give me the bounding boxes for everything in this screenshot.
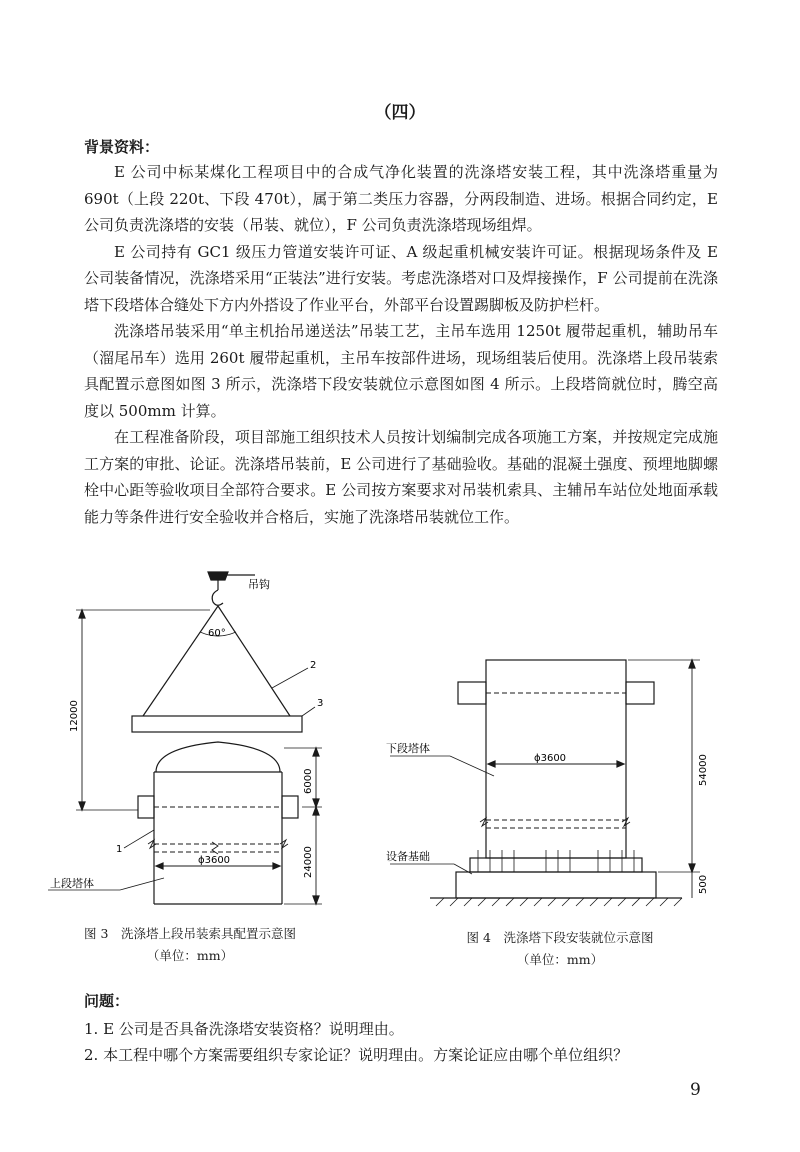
dim-12000: 12000	[69, 700, 80, 732]
paragraph-1: E 公司中标某煤化工程项目中的合成气净化装置的洗涤塔安装工程，其中洗涤塔重量为 690t（上段 220t、下段 470t），属于第二类压力容器，分两段制造、进场。根据合同约定，E 公司负责洗涤塔的安装（吊装、就位），F 公司负责洗涤塔现场组焊。	[84, 163, 718, 234]
background-text	[84, 159, 718, 530]
vessel-dome	[156, 742, 280, 772]
paragraph-4: 在工程准备阶段，项目部施工组织技术人员按计划编制完成各项施工方案，并按规定完成施工方案的审批、论证。洗涤塔吊装前，E 公司进行了基础验收。基础的混凝土强度、预埋地脚螺栓中心距等验收项目全部符合要求。E 公司按方案要求对吊装机索具、主辅吊车站位处地面承载能力等条件进行安全验收并合格后，实施了洗涤塔吊装就位工作。	[84, 428, 718, 526]
diameter-label: ϕ3600	[198, 855, 231, 866]
paragraph-2: E 公司持有 GC1 级压力管道安装许可证、A 级起重机械安装许可证。根据现场条件及 E 公司装备情况，洗涤塔采用“正装法”进行安装。考虑洗涤塔对口及焊接操作，F 公司提前在洗涤塔下段塔体合缝处下方内外搭设了作业平台，外部平台设置踢脚板及防护栏杆。	[84, 242, 718, 314]
paragraph-3: 洗涤塔吊装采用“单主机抬吊递送法”吊装工艺，主吊车选用 1250t 履带起重机，辅助吊车（溜尾吊车）选用 260t 履带起重机，主吊车按部件进场，现场组装后使用。洗涤塔上段吊装索具配置示意图如图 3 所示，洗涤塔下段安装就位示意图如图 4 所示。上段塔筒就位时，腾空高度以 500mm 计算。	[84, 322, 718, 420]
hook-block	[208, 572, 228, 580]
callout-1: 1	[116, 844, 123, 855]
trunnion-left	[458, 682, 486, 704]
equipment-foundation	[456, 872, 656, 898]
question-1: 1. E 公司是否具备洗涤塔安装资格？说明理由。	[84, 1020, 404, 1038]
background-label: 背景资料：	[84, 138, 160, 156]
base-ring	[470, 858, 642, 872]
figure-3-caption: 图 3 洗涤塔上段吊装索具配置示意图	[84, 926, 296, 941]
questions-label: 问题：	[84, 992, 130, 1010]
lower-body-label: 下段塔体	[386, 742, 430, 755]
hook-label: 吊钩	[248, 578, 270, 591]
trunnion-right	[282, 796, 298, 818]
sling-right	[218, 606, 290, 716]
hook-icon	[212, 590, 223, 605]
figure-3-diagram	[40, 560, 370, 940]
trunnion-left	[138, 796, 154, 818]
sling-left	[143, 606, 218, 716]
figure-4-diagram	[386, 640, 730, 920]
figure-4-caption: 图 4 洗涤塔下段安装就位示意图	[466, 930, 654, 945]
question-2: 2. 本工程中哪个方案需要组织专家论证？说明理由。方案论证应由哪个单位组织？	[84, 1046, 629, 1064]
spreader-beam	[132, 716, 302, 732]
dim-54000: 54000	[698, 754, 709, 786]
trunnion-right	[626, 682, 654, 704]
foundation-label: 设备基础	[386, 850, 430, 863]
callout-2: 2	[310, 660, 317, 671]
page-number: 9	[690, 1080, 701, 1100]
dim-6000: 6000	[303, 768, 314, 794]
angle-label: 60°	[208, 628, 226, 639]
upper-body-label: 上段塔体	[50, 877, 94, 890]
section-title: （四）	[374, 103, 426, 123]
figure-3-unit: （单位：mm）	[146, 948, 234, 963]
figure-4-unit: （单位：mm）	[516, 952, 604, 967]
callout-3: 3	[317, 698, 324, 709]
dim-500: 500	[698, 874, 709, 894]
diameter-label: ϕ3600	[534, 753, 567, 764]
dim-24000: 24000	[303, 846, 314, 878]
